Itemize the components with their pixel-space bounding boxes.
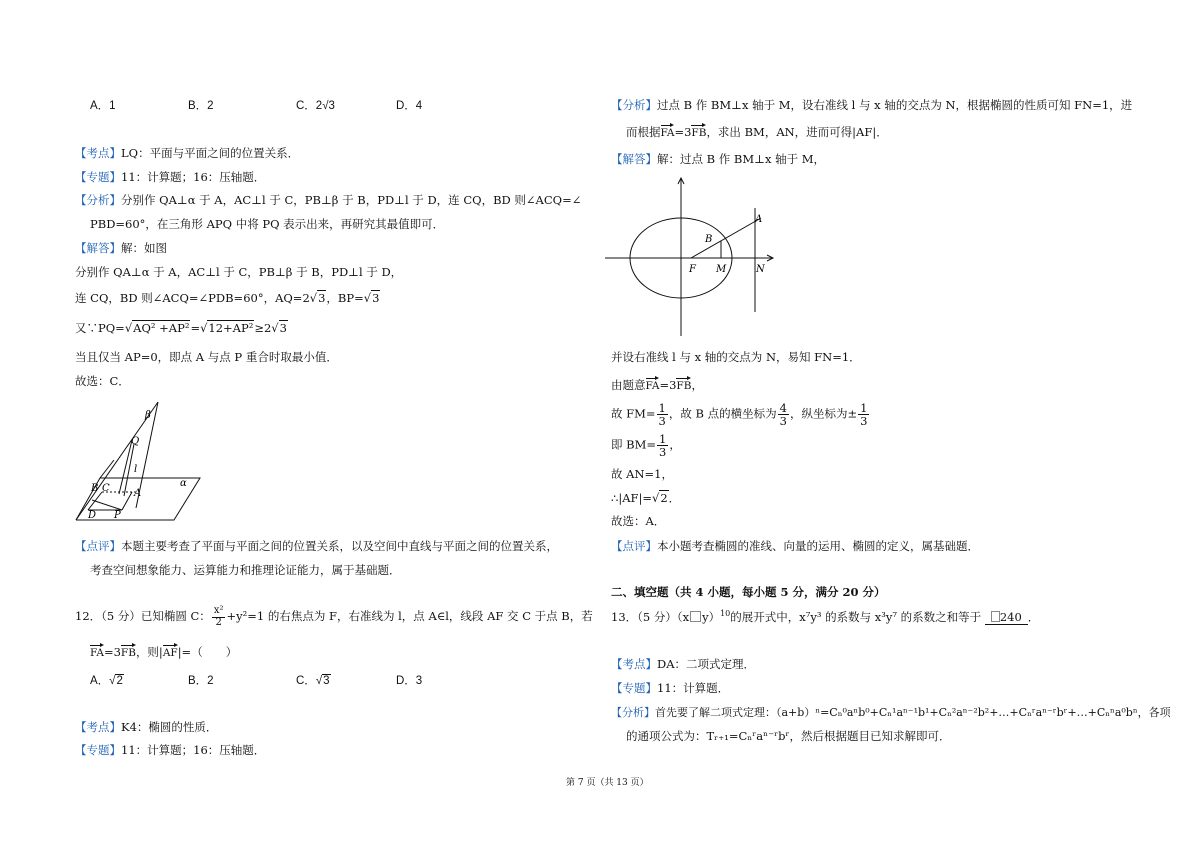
fig2-label-a: A (755, 214, 763, 225)
r-jieda-text: 解：过点 B 作 BM⊥x 轴于 M， (657, 152, 826, 166)
r-jieda-tag: 【解答】 (611, 152, 657, 166)
r-kaodian-tag: 【考点】 (611, 657, 657, 671)
q11-option-d: D．4 (396, 100, 423, 112)
plane-figure (74, 400, 204, 524)
q11-option-a: A．1 (90, 100, 116, 112)
solution-line1: 分别作 QA⊥α 于 A，AC⊥l 于 C，PB⊥β 于 B，PD⊥l 于 D， (75, 265, 403, 279)
r-zhuanti-tag: 【专题】 (611, 681, 657, 695)
fig1-label-l: l (134, 464, 138, 475)
solution-line4: 当且仅当 AP=0，即点 A 与点 P 重合时取最小值． (75, 350, 338, 364)
kaodian2-text: K4：椭圆的性质． (121, 720, 218, 734)
jieda-tag: 【解答】 (75, 241, 121, 255)
zhuanti2-tag: 【专题】 (75, 743, 121, 757)
kaodian-line (75, 145, 299, 161)
fenxi-line2: PBD=60°，在三角形 APQ 中将 PQ 表示出来，再研究其最值即可． (90, 217, 445, 231)
kaodian-tag: 【考点】 (75, 146, 121, 160)
solution-line5: 故选：C． (75, 374, 130, 388)
dianping-tag: 【点评】 (75, 539, 121, 553)
fenxi-line1 (75, 192, 581, 208)
kaodian2-line (75, 719, 217, 735)
r-dianping-line (611, 538, 979, 554)
r-kaodian-line (611, 656, 755, 672)
r-zhuanti-text: 11：计算题． (657, 681, 730, 695)
section-title: 二、填空题（共 4 小题，每小题 5 分，满分 20 分） (611, 585, 886, 599)
kaodian2-tag: 【考点】 (75, 720, 121, 734)
q11-option-b: B．2 (188, 100, 214, 112)
fig2-label-n: N (756, 264, 765, 275)
r-zhuanti-line (611, 680, 729, 696)
r-dianping-text: 本小题考查椭圆的准线、向量的运用、椭圆的定义，属基础题． (657, 539, 979, 553)
fig1-label-q: Q (131, 436, 140, 447)
jieda-line (75, 240, 167, 256)
dianping-text1: 本题主要考查了平面与平面之间的位置关系，以及空间中直线与平面之间的位置关系， (121, 539, 558, 553)
fig1-label-b: B (91, 483, 99, 494)
fig2-label-b: B (705, 234, 713, 245)
fenxi-tag: 【分析】 (75, 193, 121, 207)
r-solution-line2: 由题意FA=3FB， (611, 378, 703, 392)
r-solution-line1: 并设右准线 l 与 x 轴的交点为 N，易知 FN=1． (611, 350, 861, 364)
jieda-text: 解：如图 (121, 241, 167, 255)
r-jieda-line (611, 151, 825, 167)
r-fenxi-line2: 而根据FA=3FB，求出 BM，AN，进而可得|AF|． (626, 125, 888, 139)
r-solution-line7: 故选：A． (611, 514, 666, 528)
r-solution-line5: 故 AN=1， (611, 467, 673, 481)
question-13: 13．（5 分）（x y）$^{10}$的展开式中，x⁷y³ 的系数与 x³y⁷ 的系数之和等于 240 ． (611, 609, 1040, 624)
r-fenxi-line1 (611, 97, 1132, 113)
kaodian-text: LQ：平面与平面之间的位置关系． (121, 146, 300, 160)
r-fenxi2-line2: 的通项公式为：Tᵣ₊₁=Cₙʳaⁿ⁻ʳbʳ，然后根据题目已知求解即可． (626, 729, 951, 743)
ellipse-figure (605, 172, 775, 338)
zhuanti-line (75, 169, 265, 185)
dianping-line1 (75, 538, 558, 554)
q11-option-c: C．2√3 (296, 100, 335, 112)
zhuanti-text: 11：计算题；16：压轴题． (121, 170, 266, 184)
r-kaodian-text: DA：二项式定理． (657, 657, 756, 671)
fig1-label-beta: β (145, 410, 151, 421)
fig1-label-c: C (102, 483, 110, 494)
r-fenxi2-line1 (611, 704, 1171, 720)
fig2-label-f: F (689, 264, 696, 275)
question-12-cont: FA=3FB，则|AF|=（ ） (90, 645, 238, 659)
r-solution-line6: ∴|AF|=√2． (611, 491, 681, 505)
fig1-label-p: P (114, 510, 121, 521)
page-footer: 第 7 页（共 13 页） (566, 778, 649, 788)
fig1-label-alpha: α (180, 478, 187, 489)
zhuanti2-line (75, 742, 265, 758)
r-dianping-tag: 【点评】 (611, 539, 657, 553)
question-12: 12．（5 分）已知椭圆 C： $\frac{\text{x²}}{2}$ +y²=1 的右焦点为 F，右准线为 l，点 A∈l，线段 AF 交 C 于点 B，若 (75, 605, 593, 628)
zhuanti2-text: 11：计算题；16：压轴题． (121, 743, 266, 757)
q12-option-d: D．3 (396, 675, 423, 687)
r-fenxi2-text1: 首先要了解二项式定理：（a+b）ⁿ=Cₙ⁰aⁿb⁰+Cₙ¹aⁿ⁻¹b¹+Cₙ²aⁿ⁻²b²+…+Cₙʳaⁿ⁻ʳbʳ+…+Cₙⁿa⁰bⁿ，各项 (655, 706, 1171, 719)
zhuanti-tag: 【专题】 (75, 170, 121, 184)
q12-option-b: B．2 (188, 675, 214, 687)
r-fenxi2-tag: 【分析】 (611, 706, 655, 719)
solution-line2: 连 CQ，BD 则∠ACQ=∠PDB=60°，AQ=2√3，BP=√3 (75, 291, 380, 305)
fig2-label-m: M (716, 264, 727, 275)
solution-line3: 又∵PQ=√AQ² +AP²=√12+AP²≥2√3 (75, 321, 287, 335)
r-fenxi-tag: 【分析】 (611, 98, 657, 112)
fenxi-text1: 分别作 QA⊥α 于 A，AC⊥l 于 C，PB⊥β 于 B，PD⊥l 于 D，连 CQ，BD 则∠ACQ=∠ (121, 193, 582, 207)
r-solution-line3: 故 FM= $\frac{1}{3}$ ，故 B 点的横坐标为 $\frac{4}{3}$ ，纵坐标为± $\frac{1}{3}$ (611, 401, 868, 429)
fig1-label-a: A (134, 488, 142, 499)
answer-blank: 240 (985, 610, 1028, 625)
r-solution-line4: 即 BM= $\frac{1}{3}$ ， (611, 432, 681, 460)
dianping-line2: 考查空间想象能力、运算能力和推理论证能力，属于基础题． (90, 563, 401, 577)
q12-option-c: C．√3 (296, 675, 330, 687)
r-fenxi-text1: 过点 B 作 BM⊥x 轴于 M，设右准线 l 与 x 轴的交点为 N，根据椭圆的性质可知 FN=1，进 (657, 98, 1133, 112)
fig1-label-d: D (88, 510, 97, 521)
q12-option-a: A．√2 (90, 675, 123, 687)
